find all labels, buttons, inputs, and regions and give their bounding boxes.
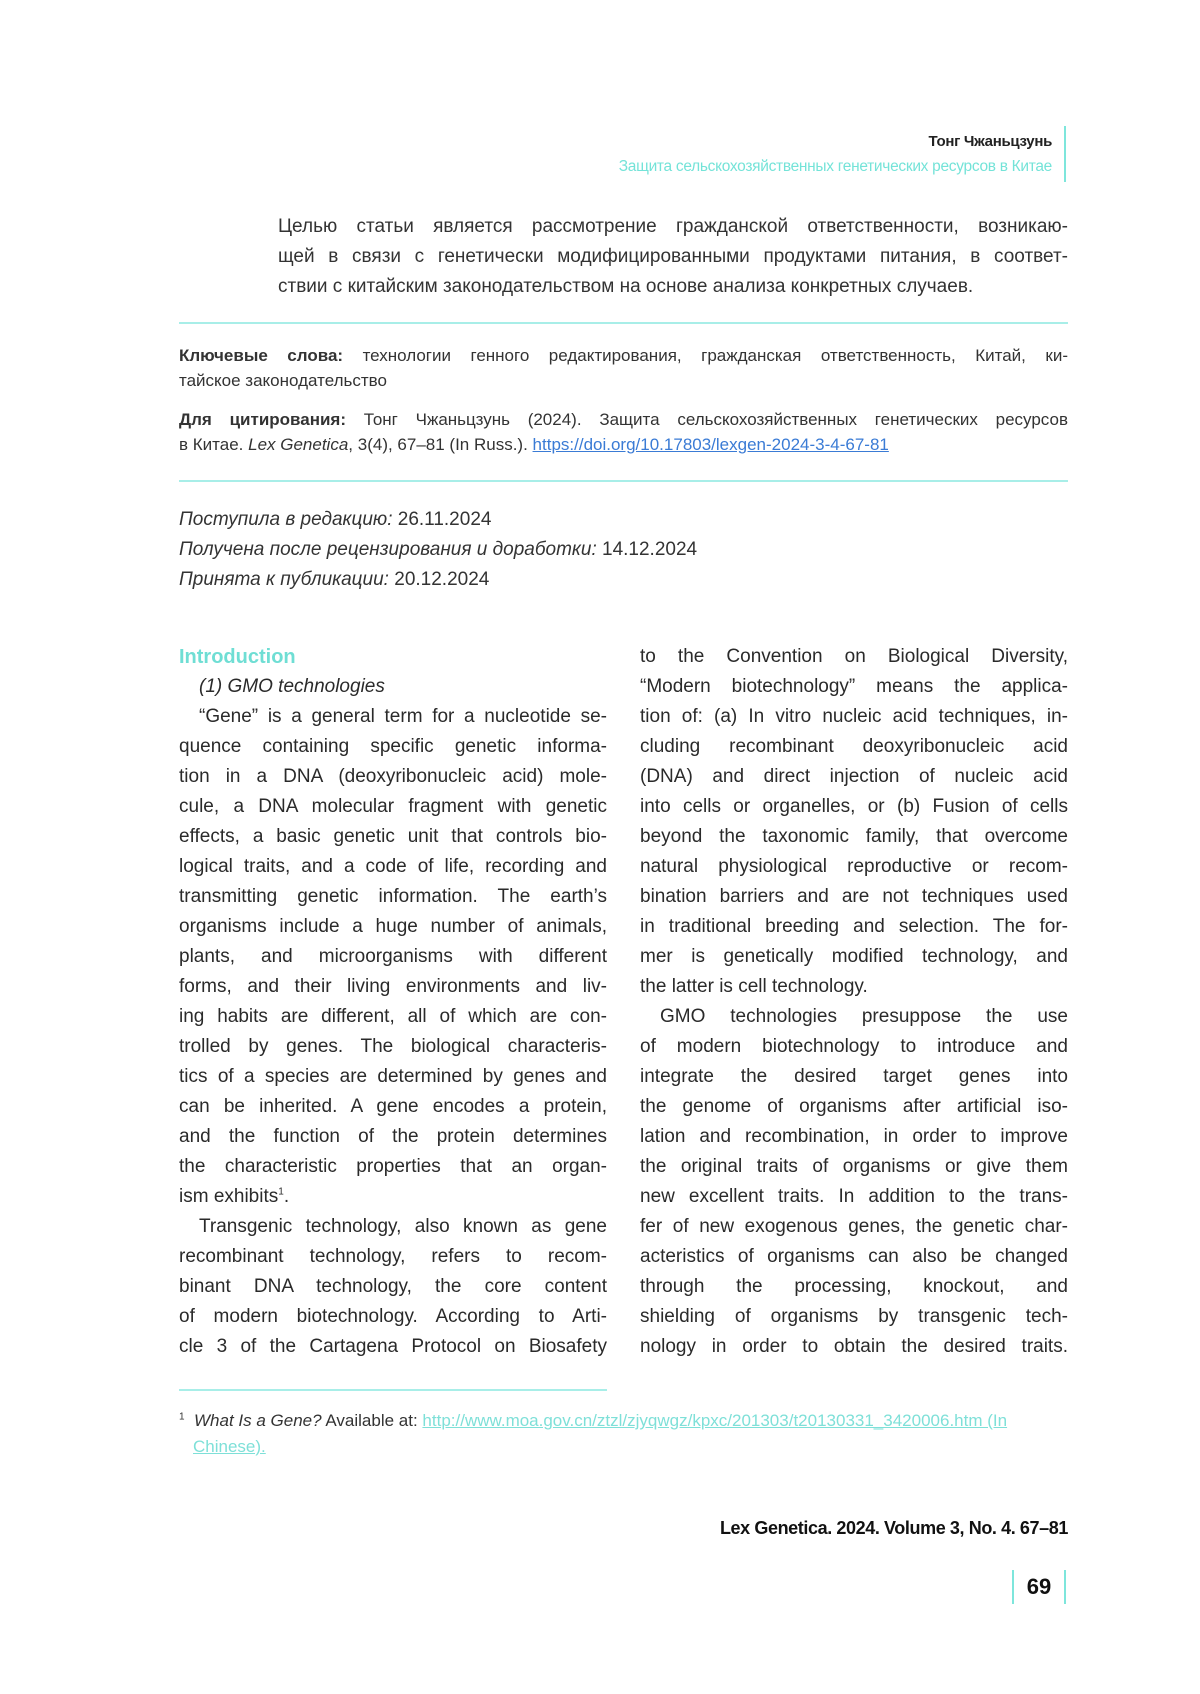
text-line: “Gene” is a general term for a nucleotide se- (199, 706, 607, 727)
text-line: plants, and microorganisms with different (179, 946, 607, 967)
text-line: lation and recombination, in order to improve (640, 1126, 1068, 1147)
text-line: of modern biotechnology. According to Arti- (179, 1306, 607, 1327)
keywords-label: Ключевые слова: (179, 346, 344, 365)
text-line: the genome of organisms after artificial iso- (640, 1096, 1068, 1117)
text-line: trolled by genes. The biological characteris- (179, 1036, 607, 1057)
text-line: tics of a species are determined by genes and (179, 1066, 607, 1087)
date-accepted (179, 565, 697, 595)
footnote (179, 1408, 1068, 1460)
text-line: ism exhibits$^1$. (179, 1186, 290, 1207)
text-line: binant DNA technology, the core content (179, 1276, 607, 1297)
date-revised (179, 535, 697, 565)
date-value: 14.12.2024 (602, 539, 698, 560)
keywords-text-2: тайское законодательство (179, 371, 387, 390)
date-label: Поступила в редакцию: (179, 509, 393, 530)
text-line: the characteristic properties that an organ- (179, 1156, 607, 1177)
text-line: cle 3 of the Cartagena Protocol on Biosafety (179, 1336, 607, 1357)
abstract-line: щей в связи с генетически модифицированными продуктами питания, в соответ- (278, 246, 1068, 267)
text-line: integrate the desired target genes into (640, 1066, 1068, 1087)
text-line: of modern biotechnology to introduce and (640, 1036, 1068, 1057)
citation-label: Для цитирования: (179, 410, 347, 429)
text-line: forms, and their living environments and liv- (179, 976, 607, 997)
citation-text-2: в Китае. (179, 435, 249, 454)
text-line: in traditional breeding and selection. The for- (640, 916, 1068, 937)
citation-text: Тонг Чжаньцзунь (2024). Защита сельскохозяйственных генетических ресурсов (363, 410, 1068, 429)
text-line: bination barriers and are not techniques used (640, 886, 1068, 907)
abstract-line: ствии с китайским законодательством на основе анализа конкретных случаев. (278, 276, 974, 297)
text-line: can be inherited. A gene encodes a protein, (179, 1096, 607, 1117)
text-line: the original traits of organisms or give them (640, 1156, 1068, 1177)
header-divider (1064, 126, 1066, 182)
date-value: 20.12.2024 (394, 569, 490, 590)
running-title: Защита сельскохозяйственных генетических ресурсов в Китае (618, 158, 1052, 175)
text-line: nology in order to obtain the desired traits. (640, 1336, 1068, 1357)
date-label: Принята к публикации: (179, 569, 389, 590)
text-line: and the function of the protein determines (179, 1126, 607, 1147)
page-number: 69 (1012, 1570, 1066, 1604)
date-value: 26.11.2024 (397, 509, 492, 530)
section-heading: Introduction (179, 646, 296, 668)
text-line: to the Convention on Biological Diversity, (640, 646, 1068, 667)
text-line: quence containing specific genetic informa- (179, 736, 607, 757)
abstract-line: Целью статьи является рассмотрение гражданской ответственности, возникаю- (278, 216, 1068, 237)
text-line: fer of new exogenous genes, the genetic char- (640, 1216, 1068, 1237)
article-dates (179, 505, 697, 595)
footnote-title: What Is a Gene? (194, 1411, 322, 1430)
text-line: into cells or organelles, or (b) Fusion of cells (640, 796, 1068, 817)
keywords-text: технологии генного редактирования, гражданская ответственность, Китай, ки- (362, 346, 1068, 365)
text-line: acteristics of organisms can also be changed (640, 1246, 1068, 1267)
subsection-heading: (1) GMO technologies (199, 676, 385, 697)
text-line: the latter is cell technology. (640, 976, 868, 997)
text-line: natural physiological reproductive or recom- (640, 856, 1068, 877)
footnote-text: Available at: (321, 1411, 423, 1430)
text-line: (DNA) and direct injection of nucleic acid (640, 766, 1068, 787)
text-line: ing habits are different, all of which are con- (179, 1006, 607, 1027)
footnote-link[interactable]: http://www.moa.gov.cn/ztzl/zjyqwgz/kpxc/201303/t20130331_3420006.htm (In (422, 1411, 1008, 1430)
divider (179, 322, 1068, 324)
footnote-divider (179, 1389, 607, 1391)
text-line: cluding recombinant deoxyribonucleic acid (640, 736, 1068, 757)
text-line: effects, a basic genetic unit that controls bio- (179, 826, 607, 847)
keywords (179, 343, 1068, 393)
abstract (278, 212, 1068, 302)
right-column (640, 642, 1068, 1362)
date-received (179, 505, 697, 535)
text-line: logical traits, and a code of life, recording and (179, 856, 607, 877)
citation-journal: Lex Genetica (248, 435, 349, 454)
doi-link[interactable]: https://doi.org/10.17803/lexgen-2024-3-4-67-81 (532, 435, 889, 454)
text-line: tion of: (a) In vitro nucleic acid techniques, in- (640, 706, 1068, 727)
text-line: new excellent traits. In addition to the trans- (640, 1186, 1068, 1207)
running-author: Тонг Чжаньцзунь (928, 133, 1052, 150)
left-column (179, 642, 607, 1362)
date-label: Получена после рецензирования и доработки: (179, 539, 597, 560)
footnote-number: 1 (179, 1411, 185, 1423)
text-line: transmitting genetic information. The earth’s (179, 886, 607, 907)
text-line: through the processing, knockout, and (640, 1276, 1068, 1297)
text-line: Transgenic technology, also known as gene (199, 1216, 607, 1237)
journal-footer: Lex Genetica. 2024. Volume 3, No. 4. 67–81 (719, 1518, 1068, 1538)
text-line: mer is genetically modified technology, and (640, 946, 1068, 967)
footnote-link-cont[interactable]: Chinese). (193, 1437, 266, 1456)
citation (179, 407, 1068, 457)
footnote-ref[interactable]: 1 (278, 1186, 284, 1198)
citation-text-3: , 3(4), 67–81 (In Russ.). (348, 435, 533, 454)
text-line: tion in a DNA (deoxyribonucleic acid) mole- (179, 766, 607, 787)
divider (179, 480, 1068, 482)
text-line: cule, a DNA molecular fragment with genetic (179, 796, 607, 817)
text-line: organisms include a huge number of animals, (179, 916, 607, 937)
text-line: “Modern biotechnology” means the applica- (640, 676, 1068, 697)
text-line: GMO technologies presuppose the use (660, 1006, 1068, 1027)
text-line: recombinant technology, refers to recom- (179, 1246, 607, 1267)
text-line: shielding of organisms by transgenic tech- (640, 1306, 1068, 1327)
text-line: beyond the taxonomic family, that overcome (640, 826, 1068, 847)
